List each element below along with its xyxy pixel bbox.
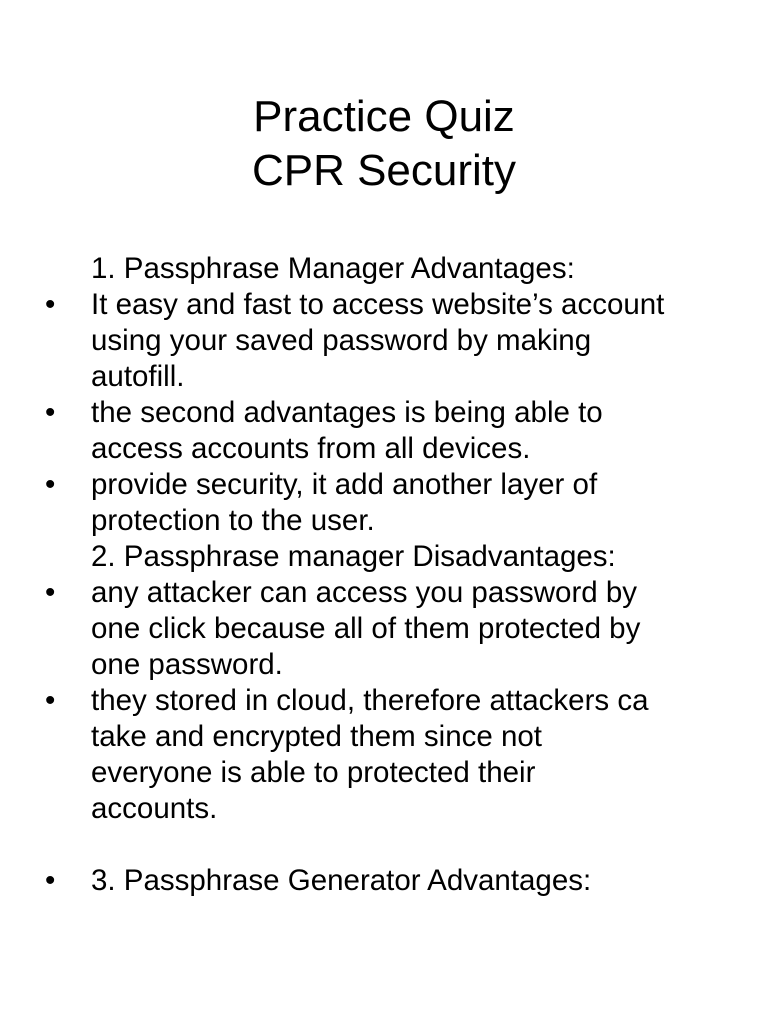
bullet-marker: •	[45, 288, 56, 321]
bullet-marker: •	[45, 576, 56, 609]
text-line	[0, 467, 768, 503]
line-text: accounts.	[91, 792, 218, 825]
text-line	[0, 323, 768, 359]
text-line	[0, 863, 768, 899]
line-text: protection to the user.	[91, 504, 375, 537]
document-body	[0, 251, 768, 899]
document-title-line-2: CPR Security	[251, 146, 517, 195]
text-line	[0, 539, 768, 575]
line-text: any attacker can access you password by	[91, 576, 638, 609]
text-line	[0, 359, 768, 395]
text-line	[0, 791, 768, 827]
document-title-line-1: Practice Quiz	[253, 92, 515, 141]
bullet-marker: •	[45, 468, 56, 501]
line-text: provide security, it add another layer of	[91, 468, 598, 501]
line-text: one click because all of them protected by	[91, 612, 641, 645]
text-line	[0, 431, 768, 467]
line-text: It easy and fast to access website’s account	[91, 288, 665, 321]
line-text: take and encrypted them since not	[91, 720, 542, 753]
line-text: everyone is able to protected their	[91, 756, 536, 789]
text-line	[0, 395, 768, 431]
line-text: the second advantages is being able to	[91, 396, 603, 429]
line-text: 1. Passphrase Manager Advantages:	[91, 252, 575, 285]
line-text: access accounts from all devices.	[91, 432, 531, 465]
text-line	[0, 611, 768, 647]
bullet-marker: •	[45, 684, 56, 717]
text-line	[0, 575, 768, 611]
bullet-marker: •	[45, 396, 56, 429]
text-line	[0, 647, 768, 683]
line-text: they stored in cloud, therefore attackers ca	[91, 684, 649, 717]
text-line	[0, 287, 768, 323]
text-line	[0, 755, 768, 791]
line-text: 3. Passphrase Generator Advantages:	[91, 864, 592, 897]
text-line	[0, 503, 768, 539]
text-line	[0, 251, 768, 287]
line-text: 2. Passphrase manager Disadvantages:	[91, 540, 616, 573]
text-line	[0, 719, 768, 755]
line-text: autofill.	[91, 360, 185, 393]
text-line	[0, 683, 768, 719]
document-title	[0, 90, 768, 198]
line-text: using your saved password by making	[91, 324, 592, 357]
bullet-marker: •	[45, 864, 56, 897]
line-text: one password.	[91, 648, 283, 681]
